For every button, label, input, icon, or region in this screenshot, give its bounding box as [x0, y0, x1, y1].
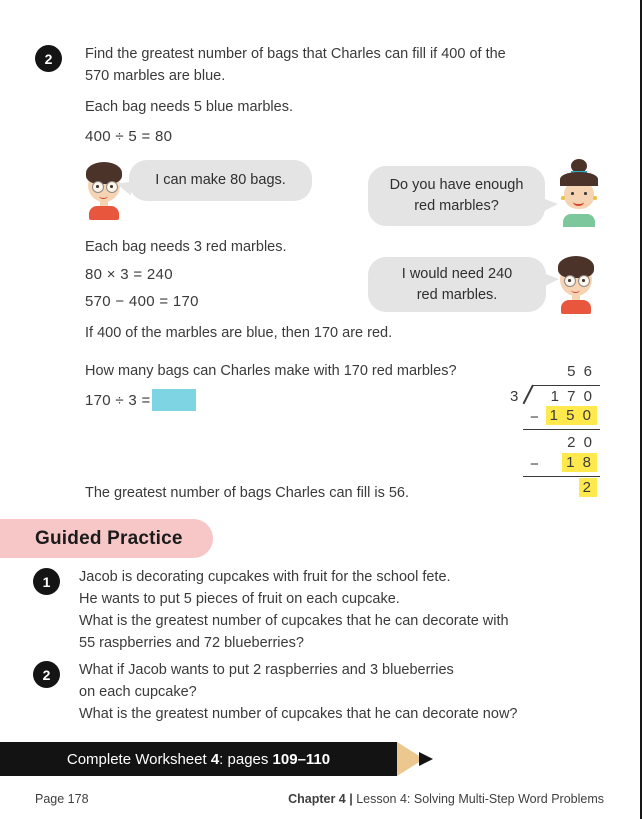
quotient: 5 6: [567, 363, 594, 380]
practice-1-badge: [33, 568, 60, 595]
bubble-text: I can make 80 bags.: [155, 172, 286, 188]
step-text: Each bag needs 3 red marbles.: [85, 239, 287, 255]
problem-number: 2: [42, 666, 51, 683]
rule-line: [523, 429, 600, 430]
answer-box: [152, 389, 196, 411]
deduction-text: If 400 of the marbles are blue, then 170 are red.: [85, 325, 393, 341]
minus-sign: −: [530, 409, 539, 426]
subtrahend-highlighted: 1 5 0: [546, 407, 597, 424]
mouth: [573, 198, 584, 206]
page-number: Page 178: [35, 792, 89, 806]
equation: 80 × 3 = 240: [85, 266, 173, 283]
question-text: How many bags can Charles make with 170 red marbles?: [85, 363, 457, 379]
difference: 2 0: [567, 434, 594, 451]
earring: [593, 196, 597, 200]
bubble-text: Do you have enough: [389, 177, 524, 193]
worksheet-banner-text: Complete Worksheet 4: pages 109–110: [66, 750, 331, 768]
problem-number-badge: [35, 45, 62, 72]
earring: [561, 196, 565, 200]
equation: 570 − 400 = 170: [85, 293, 199, 310]
dividend: 1 7 0: [550, 388, 594, 405]
hair: [558, 256, 594, 278]
shirt: [561, 300, 591, 314]
text-line: 55 raspberries and 72 blueberries?: [79, 635, 304, 651]
eye: [582, 279, 585, 282]
text-line: Find the greatest number of bags that Charles can fill if 400 of the: [85, 46, 506, 62]
speech-bubble-boy-2: [368, 257, 546, 312]
girl-avatar: [556, 159, 602, 227]
mouth: [571, 287, 580, 293]
eye: [110, 185, 113, 188]
bubble-text: I would need 240: [401, 265, 513, 282]
text-line: on each cupcake?: [79, 684, 197, 700]
practice-2-badge: [33, 661, 60, 688]
conclusion-text: The greatest number of bags Charles can fill is 56.: [85, 485, 409, 501]
pencil-tip-icon: [419, 752, 433, 766]
text-line: He wants to put 5 pieces of fruit on each cupcake.: [79, 591, 400, 607]
subtrahend-highlighted: 1 8: [562, 454, 597, 471]
step-text: Each bag needs 5 blue marbles.: [85, 99, 293, 115]
problem-statement: [85, 43, 585, 87]
eye: [96, 185, 99, 188]
rule-line: [523, 476, 600, 477]
chapter-lesson-label: Chapter 4 | Lesson 4: Solving Multi-Step Word Problems: [288, 792, 604, 806]
text-line: 570 marbles are blue.: [85, 68, 226, 84]
bubble-text: red marbles?: [414, 198, 499, 214]
text-line: What is the greatest number of cupcakes that he can decorate now?: [79, 706, 518, 722]
equation: 170 ÷ 3 =: [85, 392, 151, 409]
equation: 400 ÷ 5 = 80: [85, 128, 173, 145]
remainder-highlighted: 2: [579, 479, 597, 496]
eye: [568, 279, 571, 282]
mouth: [99, 193, 108, 199]
practice-problem-1: [79, 566, 609, 654]
boy-avatar: [556, 256, 596, 314]
hair: [560, 172, 598, 186]
divisor: 3: [510, 388, 519, 405]
bubble-tail: [115, 179, 133, 196]
practice-problem-2: [79, 659, 609, 725]
guided-practice-banner: [0, 519, 213, 558]
minus-sign: −: [530, 456, 539, 473]
speech-bubble-girl: [368, 166, 545, 226]
bubble-text: red marbles.: [416, 286, 498, 303]
section-title: Guided Practice: [35, 527, 183, 549]
eye: [584, 192, 587, 195]
division-bar: [532, 385, 600, 386]
text-line: Jacob is decorating cupcakes with fruit for the school fete.: [79, 569, 451, 585]
long-division: [505, 360, 600, 502]
speech-bubble-boy-1: [129, 160, 312, 201]
shirt: [89, 206, 119, 220]
text-line: What is the greatest number of cupcakes that he can decorate with: [79, 613, 509, 629]
problem-number: 2: [44, 50, 53, 67]
division-slash: [523, 385, 534, 404]
problem-number: 1: [42, 573, 51, 590]
eye: [571, 192, 574, 195]
shirt: [563, 214, 595, 227]
text-line: What if Jacob wants to put 2 raspberries and 3 blueberries: [79, 662, 454, 678]
worksheet-banner: [0, 742, 397, 776]
